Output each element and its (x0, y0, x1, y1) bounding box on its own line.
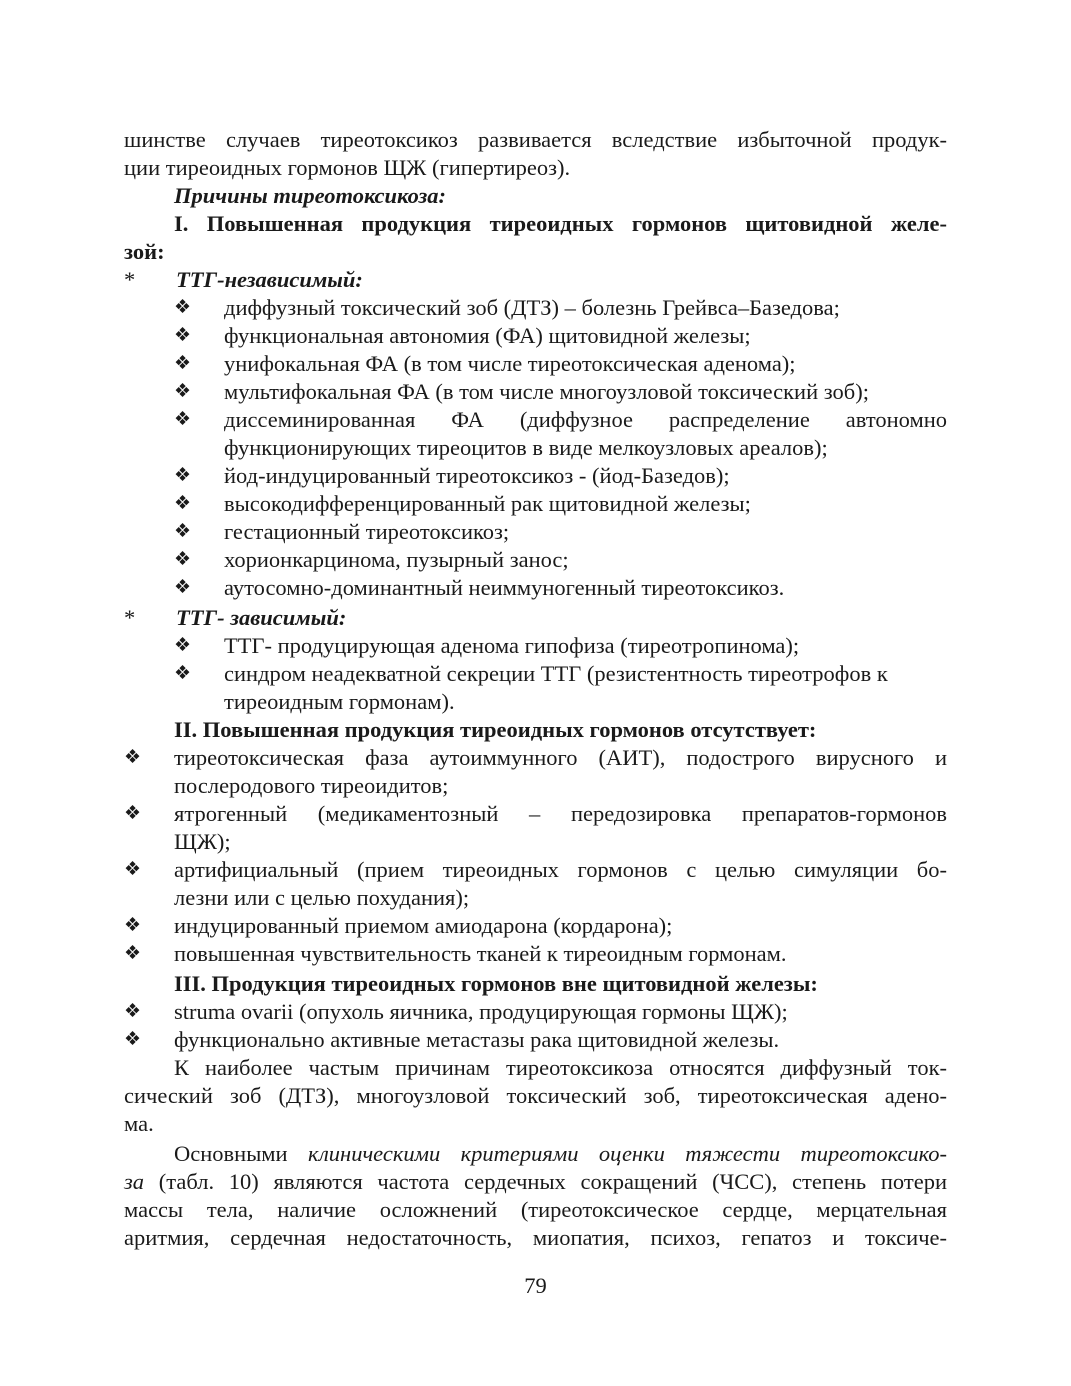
list-item-text: хорионкарцинома, пузырный занос; (224, 547, 569, 572)
paragraph-line: ма. (124, 1111, 154, 1136)
text-run: (табл. 10) являются частота сердечных сокращений (ЧСС), степень потери (144, 1169, 947, 1194)
section-heading-1: I. Повышенная продукция тиреоидных гормонов щитовидной желе- (174, 211, 947, 236)
section-heading-causes: Причины тиреотоксикоза: (174, 183, 447, 208)
bullet-icon: ❖ (174, 465, 192, 486)
list-item-text: артифициальный (прием тиреоидных гормонов с целью симуляции бо- (174, 857, 947, 882)
bullet-icon: ❖ (174, 521, 192, 542)
list-item-text: синдром неадекватной секреции ТТГ (резистентность тиреотрофов к (224, 661, 888, 686)
list-item-text: повышенная чувствительность тканей к тиреоидным гормонам. (174, 941, 787, 966)
text-line: шинстве случаев тиреотоксикоз развивается вследствие избыточной продук- (124, 127, 947, 152)
paragraph-line: массы тела, наличие осложнений (тиреотоксическое сердце, мерцательная (124, 1197, 947, 1222)
page-number: 79 (524, 1273, 547, 1298)
text-run-italic: за (124, 1169, 145, 1194)
list-item-text: индуцированный приемом амиодарона (кордарона); (174, 913, 673, 938)
star-marker: * (124, 605, 136, 630)
subheading: ТТГ-независимый: (176, 267, 363, 292)
bullet-icon: ❖ (174, 549, 192, 570)
paragraph-line: сический зоб (ДТЗ), многоузловой токсический зоб, тиреотоксическая адено- (124, 1083, 947, 1108)
bullet-icon: ❖ (174, 493, 192, 514)
bullet-icon: ❖ (174, 297, 192, 318)
list-item-text: ятрогенный (медикаментозный – передозировка препаратов-гормонов (174, 801, 947, 826)
paragraph-line (174, 1140, 947, 1168)
text-line: ции тиреоидных гормонов ЩЖ (гипертиреоз). (124, 155, 571, 180)
bullet-icon: ❖ (174, 663, 192, 684)
list-item-text: ТТГ- продуцирующая аденома гипофиза (тиреотропинома); (224, 633, 800, 658)
list-item-text: унифокальная ФА (в том числе тиреотоксическая аденома); (224, 351, 796, 376)
section-heading-3: III. Продукция тиреоидных гормонов вне щитовидной железы: (174, 971, 818, 996)
list-item-continuation: ЩЖ); (174, 829, 231, 854)
bullet-icon: ❖ (124, 859, 142, 880)
section-heading-1-cont: зой: (124, 239, 165, 264)
bullet-icon: ❖ (124, 943, 142, 964)
bullet-icon: ❖ (174, 409, 192, 430)
text-run: Основными (174, 1141, 308, 1166)
section-heading-2: II. Повышенная продукция тиреоидных гормонов отсутствует: (174, 717, 817, 742)
list-item-continuation: тиреоидным гормонам). (224, 689, 455, 714)
bullet-icon: ❖ (124, 803, 142, 824)
bullet-icon: ❖ (174, 381, 192, 402)
list-item-text: гестационный тиреотоксикоз; (224, 519, 510, 544)
list-item-text: функционально активные метастазы рака щитовидной железы. (174, 1027, 780, 1052)
list-item-text: аутосомно-доминантный неиммуногенный тиреотоксикоз. (224, 575, 785, 600)
list-item-continuation: лезни или с целью похудания); (174, 885, 470, 910)
bullet-icon: ❖ (124, 747, 142, 768)
list-item-continuation: функционирующих тиреоцитов в виде мелкоузловых ареалов); (224, 435, 828, 460)
bullet-icon: ❖ (124, 1029, 142, 1050)
bullet-icon: ❖ (124, 1001, 142, 1022)
bullet-icon: ❖ (174, 353, 192, 374)
list-item-text: мультифокальная ФА (в том числе многоузловой токсический зоб); (224, 379, 869, 404)
bullet-icon: ❖ (174, 635, 192, 656)
star-marker: * (124, 267, 136, 292)
list-item-continuation: послеродового тиреоидитов; (174, 773, 449, 798)
list-item-text: диссеминированная ФА (диффузное распределение автономно (224, 407, 947, 432)
bullet-icon: ❖ (124, 915, 142, 936)
list-item-text: тиреотоксическая фаза аутоиммунного (АИТ), подострого вирусного и (174, 745, 947, 770)
bullet-icon: ❖ (174, 325, 192, 346)
paragraph-line: аритмия, сердечная недостаточность, миопатия, психоз, гепатоз и токсиче- (124, 1225, 947, 1250)
paragraph-line: К наиболее частым причинам тиреотоксикоза относятся диффузный ток- (174, 1055, 947, 1080)
list-item-text: йод-индуцированный тиреотоксикоз - (йод-Базедов); (224, 463, 730, 488)
list-item-text: функциональная автономия (ФА) щитовидной железы; (224, 323, 751, 348)
list-item-text: struma ovarii (опухоль яичника, продуцирующая гормоны ЩЖ); (174, 999, 788, 1024)
text-run-italic: клиническими критериями оценки тяжести тиреотоксико- (308, 1141, 947, 1166)
paragraph-line (124, 1168, 947, 1196)
list-item-text: высокодифференцированный рак щитовидной железы; (224, 491, 751, 516)
list-item-text: диффузный токсический зоб (ДТЗ) – болезнь Грейвса–Базедова; (224, 295, 840, 320)
bullet-icon: ❖ (174, 577, 192, 598)
subheading: ТТГ- зависимый: (176, 605, 347, 630)
